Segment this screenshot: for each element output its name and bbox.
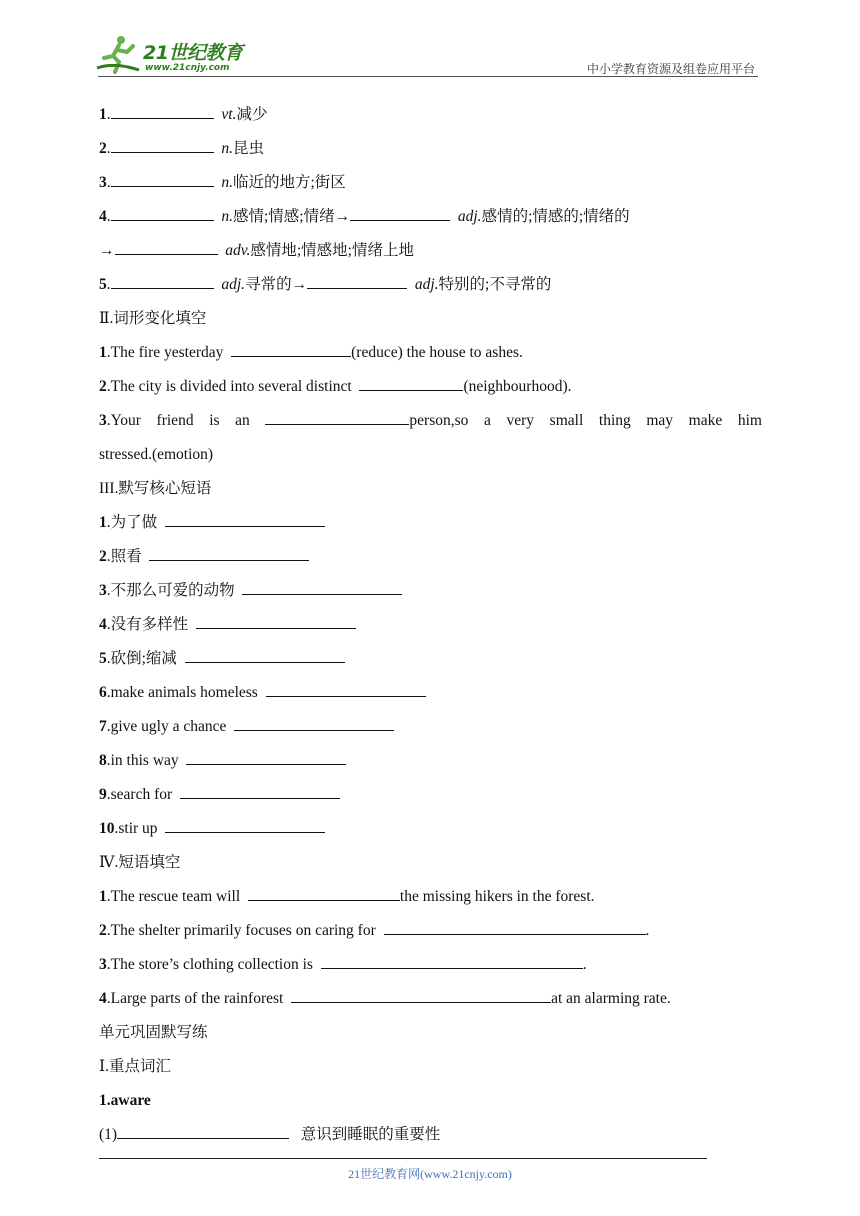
vocab-item-3: 3. n.临近的地方;街区 bbox=[99, 168, 762, 202]
page-header bbox=[0, 0, 860, 80]
word-form-item-3-continued: stressed.(emotion) bbox=[99, 446, 214, 463]
item-number: 10 bbox=[99, 820, 115, 837]
item-number: 4 bbox=[99, 616, 107, 633]
word-meaning: 感情地;情感地;情绪上地 bbox=[250, 242, 414, 259]
phrase-item-5: 5.砍倒;缩减 bbox=[99, 644, 762, 678]
item-number: 5 bbox=[99, 650, 107, 667]
part-of-speech: n. bbox=[221, 208, 233, 225]
arrow: → bbox=[99, 242, 115, 259]
sentence-end: . bbox=[645, 922, 650, 939]
sentence-start: The store’s clothing collection is bbox=[110, 956, 317, 973]
part-of-speech: vt. bbox=[221, 106, 237, 123]
phrase-prompt: 砍倒;缩减 bbox=[110, 650, 177, 667]
answer-blank[interactable] bbox=[384, 916, 646, 935]
item-number: 3 bbox=[99, 412, 107, 429]
word-meaning: 寻常的→ bbox=[245, 276, 308, 293]
phrase-item-10: 10.stir up bbox=[99, 814, 762, 848]
sentence-start: Your friend is an bbox=[110, 412, 266, 429]
part-of-speech: n. bbox=[221, 140, 233, 157]
header-divider bbox=[98, 76, 758, 77]
phrase-item-2: 2.照看 bbox=[99, 542, 762, 576]
item-number: 2 bbox=[99, 378, 107, 395]
key-word-subitem-1 bbox=[99, 1120, 762, 1154]
answer-blank[interactable] bbox=[196, 610, 356, 629]
phrase-prompt: 照看 bbox=[110, 548, 142, 565]
answer-blank[interactable] bbox=[185, 644, 345, 663]
footer-divider bbox=[99, 1158, 707, 1159]
phrase-prompt: in this way bbox=[110, 752, 179, 769]
answer-blank[interactable] bbox=[165, 814, 325, 833]
item-number: 1 bbox=[99, 106, 107, 123]
platform-name: 中小学教育资源及组卷应用平台 bbox=[586, 62, 755, 76]
section-title: Ⅱ.词形变化填空 bbox=[99, 310, 207, 327]
sentence-end: the missing hikers in the forest. bbox=[399, 888, 595, 905]
answer-blank[interactable] bbox=[266, 678, 426, 697]
sentence-end: at an alarming rate. bbox=[551, 990, 671, 1007]
item-number: 3 bbox=[99, 956, 107, 973]
item-number: 1 bbox=[99, 888, 107, 905]
answer-blank[interactable] bbox=[234, 712, 394, 731]
vocab-item-2: 2. n.昆虫 bbox=[99, 134, 762, 168]
phrase-item-1: 1.为了做 bbox=[99, 508, 762, 542]
phrase-item-8: 8.in this way bbox=[99, 746, 762, 780]
section-title: III.默写核心短语 bbox=[99, 480, 212, 497]
item-number: 6 bbox=[99, 684, 107, 701]
answer-blank[interactable] bbox=[111, 270, 214, 289]
phrase-item-3: 3.不那么可爱的动物 bbox=[99, 576, 762, 610]
answer-blank[interactable] bbox=[165, 508, 325, 527]
phrase-prompt: make animals homeless bbox=[110, 684, 258, 701]
subitem-meaning: 意识到睡眠的重要性 bbox=[300, 1126, 441, 1143]
phrase-item-4: 4.没有多样性 bbox=[99, 610, 762, 644]
answer-blank[interactable] bbox=[350, 202, 450, 221]
item-number: 3 bbox=[99, 174, 107, 191]
part-of-speech: adj. bbox=[414, 276, 439, 293]
answer-blank[interactable] bbox=[231, 338, 351, 357]
item-number: 3 bbox=[99, 582, 107, 599]
part-of-speech: n. bbox=[221, 174, 233, 191]
item-number: 4 bbox=[99, 208, 107, 225]
item-number: 2 bbox=[99, 922, 107, 939]
vocab-item-4-continued bbox=[99, 236, 762, 270]
answer-blank[interactable] bbox=[149, 542, 309, 561]
phrase-item-7: 7.give ugly a chance bbox=[99, 712, 762, 746]
phrase-prompt: search for bbox=[110, 786, 173, 803]
item-number: 7 bbox=[99, 718, 107, 735]
phrase-prompt: 为了做 bbox=[110, 514, 158, 531]
key-word-heading: 1.aware bbox=[99, 1092, 151, 1109]
word-meaning: 临近的地方;街区 bbox=[233, 174, 346, 191]
answer-blank[interactable] bbox=[248, 882, 400, 901]
item-number: 1 bbox=[99, 514, 107, 531]
word-meaning: 昆虫 bbox=[233, 140, 265, 157]
unit-title: 单元巩固默写练 bbox=[99, 1024, 208, 1041]
sentence-start: Large parts of the rainforest bbox=[110, 990, 288, 1007]
answer-blank[interactable] bbox=[111, 134, 214, 153]
sentence-end: . bbox=[582, 956, 587, 973]
phrase-item-9: 9.search for bbox=[99, 780, 762, 814]
page-footer: 21世纪教育网(www.21cnjy.com) bbox=[348, 1167, 512, 1181]
vocab-item-4: 4. n.感情;情感;情绪→ adj.感情的;情感的;情绪的 bbox=[99, 202, 762, 236]
answer-blank[interactable] bbox=[111, 168, 214, 187]
item-number: 1 bbox=[99, 344, 107, 361]
phrase-fill-item-1: 1.The rescue team will the missing hikers in the forest. bbox=[99, 882, 762, 916]
section-title: Ⅳ.短语填空 bbox=[99, 854, 181, 871]
logo bbox=[95, 34, 265, 78]
vocab-item-1: 1. vt.减少 bbox=[99, 100, 762, 134]
sentence-start: The rescue team will bbox=[110, 888, 245, 905]
item-number: 2 bbox=[99, 548, 107, 565]
phrase-prompt: give ugly a chance bbox=[110, 718, 227, 735]
sentence-start: The city is divided into several distinct bbox=[110, 378, 356, 395]
phrase-item-6: 6.make animals homeless bbox=[99, 678, 762, 712]
unit-subtitle: Ⅰ.重点词汇 bbox=[99, 1058, 171, 1075]
worksheet-content bbox=[99, 100, 762, 1154]
part-of-speech: adj. bbox=[457, 208, 482, 225]
answer-blank[interactable] bbox=[242, 576, 402, 595]
word-form-item-2: 2.The city is divided into several distinct (neighbourhood). bbox=[99, 372, 762, 406]
vocab-item-5: 5. adj.寻常的→ adj.特别的;不寻常的 bbox=[99, 270, 762, 304]
answer-blank[interactable] bbox=[186, 746, 346, 765]
sentence-start: The shelter primarily focuses on caring for bbox=[110, 922, 380, 939]
item-number: 8 bbox=[99, 752, 107, 769]
answer-blank[interactable] bbox=[111, 100, 214, 119]
item-number: 2 bbox=[99, 140, 107, 157]
subitem-number: (1) bbox=[99, 1126, 118, 1143]
runner-logo-icon bbox=[95, 34, 143, 76]
phrase-fill-item-2: 2.The shelter primarily focuses on caring for . bbox=[99, 916, 762, 950]
word-meaning: 特别的;不寻常的 bbox=[438, 276, 552, 293]
answer-blank[interactable] bbox=[117, 1120, 289, 1139]
word-meaning: 感情;情感;情绪→ bbox=[233, 208, 351, 225]
answer-blank[interactable] bbox=[307, 270, 407, 289]
answer-blank[interactable] bbox=[115, 236, 218, 255]
phrase-prompt: 没有多样性 bbox=[110, 616, 189, 633]
sentence-end: (reduce) the house to ashes. bbox=[351, 344, 523, 361]
sentence-end: (neighbourhood). bbox=[463, 378, 572, 395]
phrase-prompt: stir up bbox=[118, 820, 158, 837]
key-word: aware bbox=[110, 1092, 151, 1109]
phrase-fill-item-4: 4.Large parts of the rainforest at an alarming rate. bbox=[99, 984, 762, 1018]
answer-blank[interactable] bbox=[265, 406, 409, 425]
answer-blank[interactable] bbox=[359, 372, 463, 391]
answer-blank[interactable] bbox=[180, 780, 340, 799]
word-meaning: 减少 bbox=[236, 106, 268, 123]
answer-blank[interactable] bbox=[291, 984, 551, 1003]
answer-blank[interactable] bbox=[111, 202, 214, 221]
logo-text: 21世纪教育 bbox=[143, 42, 243, 64]
word-form-item-3: 3.Your friend is an person,so a very small thing may make him bbox=[99, 406, 762, 440]
phrase-prompt: 不那么可爱的动物 bbox=[110, 582, 235, 599]
logo-url: www.21cnjy.com bbox=[145, 63, 230, 73]
item-number: 1 bbox=[99, 1092, 107, 1109]
part-of-speech: adj. bbox=[221, 276, 246, 293]
sentence-start: The fire yesterday bbox=[110, 344, 228, 361]
answer-blank[interactable] bbox=[321, 950, 583, 969]
part-of-speech: adv. bbox=[225, 242, 251, 259]
word-meaning: 感情的;情感的;情绪的 bbox=[481, 208, 630, 225]
item-number: 9 bbox=[99, 786, 107, 803]
item-number: 5 bbox=[99, 276, 107, 293]
item-number: 4 bbox=[99, 990, 107, 1007]
phrase-fill-item-3: 3.The store’s clothing collection is . bbox=[99, 950, 762, 984]
sentence-end: person,so a very small thing may make him bbox=[409, 412, 762, 429]
word-form-item-1: 1.The fire yesterday (reduce) the house to ashes. bbox=[99, 338, 762, 372]
